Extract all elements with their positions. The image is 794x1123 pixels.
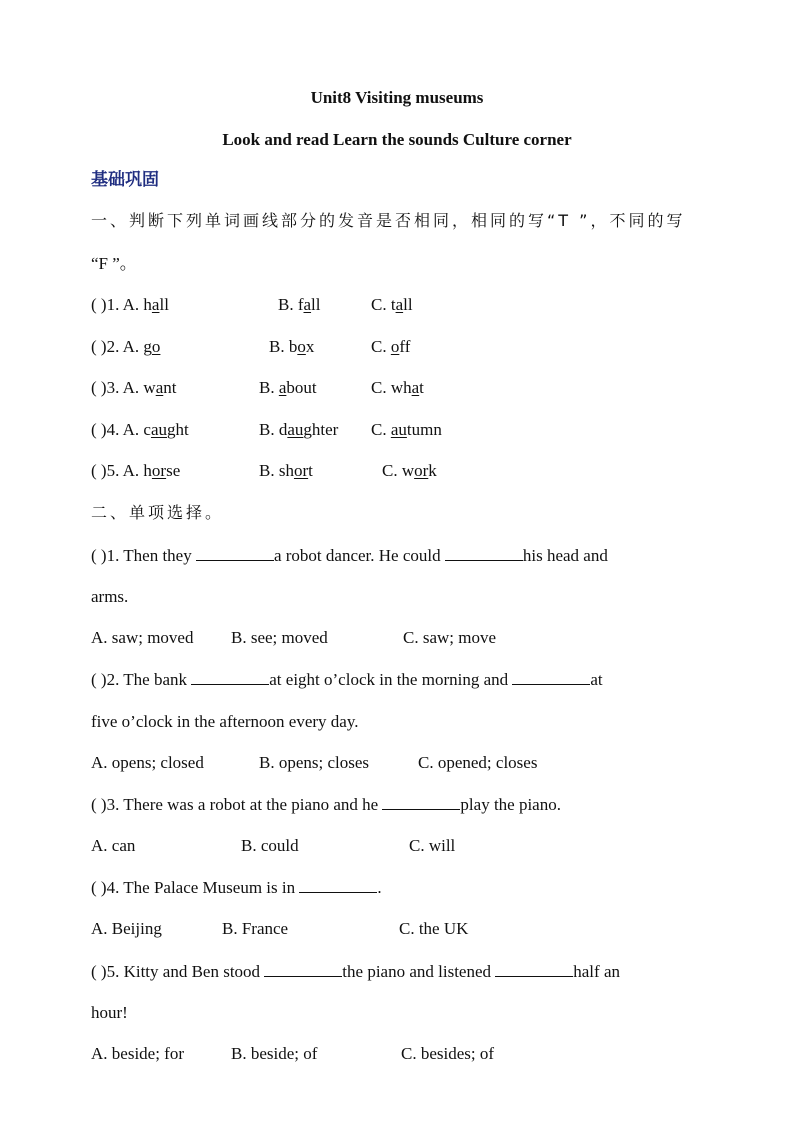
q1-option-c: C. saw; move <box>403 628 497 647</box>
q1-line1: ( )1. Then they a robot dancer. He could his head and <box>91 546 608 565</box>
answer-blank[interactable] <box>191 670 269 685</box>
part2-instruction: 二、单项选择。 <box>91 503 225 522</box>
q4-option-c: C. the UK <box>399 919 469 938</box>
q2-option-c: C. opened; closes <box>418 753 538 772</box>
q1-option-b: B. see; moved <box>231 628 328 647</box>
q4-option-b: B. France <box>222 919 289 938</box>
answer-blank[interactable] <box>495 962 573 977</box>
q5-option-a: A. beside; for <box>91 1044 185 1063</box>
q5-line1: ( )5. Kitty and Ben stood the piano and listened half an <box>91 962 620 981</box>
q2-option-a: A. opens; closed <box>91 753 204 772</box>
answer-blank[interactable] <box>382 795 460 810</box>
answer-blank[interactable] <box>196 546 274 561</box>
q4-option-a: A. Beijing <box>91 919 162 938</box>
q3-line1: ( )3. There was a robot at the piano and he play the piano. <box>91 795 561 814</box>
page-title: Unit8 Visiting museums <box>310 88 484 107</box>
q4-line1: ( )4. The Palace Museum is in . <box>91 878 382 897</box>
q1-option-a: A. saw; moved <box>91 628 194 647</box>
answer-blank[interactable] <box>299 878 377 893</box>
q3-option-c: C. will <box>409 836 456 855</box>
section-heading: 基础巩固 <box>91 170 159 189</box>
answer-blank[interactable] <box>264 962 342 977</box>
item-number: ( )1. A. <box>91 295 144 314</box>
answer-blank[interactable] <box>445 546 523 561</box>
q5-line2: hour! <box>91 1003 128 1022</box>
q3-option-a: A. can <box>91 836 136 855</box>
q5-option-c: C. besides; of <box>401 1044 495 1063</box>
page-subtitle: Look and read Learn the sounds Culture corner <box>222 130 572 149</box>
part1-instruction-line2: “F ”。 <box>91 254 137 273</box>
q2-option-b: B. opens; closes <box>259 753 370 772</box>
q2-line2: five o’clock in the afternoon every day. <box>91 712 359 731</box>
answer-blank[interactable] <box>512 670 590 685</box>
q1-line2: arms. <box>91 587 129 606</box>
q5-option-b: B. beside; of <box>231 1044 318 1063</box>
part1-instruction-line1: 一、判断下列单词画线部分的发音是否相同，相同的写“T ”，不同的写 <box>91 211 686 230</box>
q3-option-b: B. could <box>241 836 299 855</box>
q2-line1: ( )2. The bank at eight o’clock in the morning and at <box>91 670 603 689</box>
